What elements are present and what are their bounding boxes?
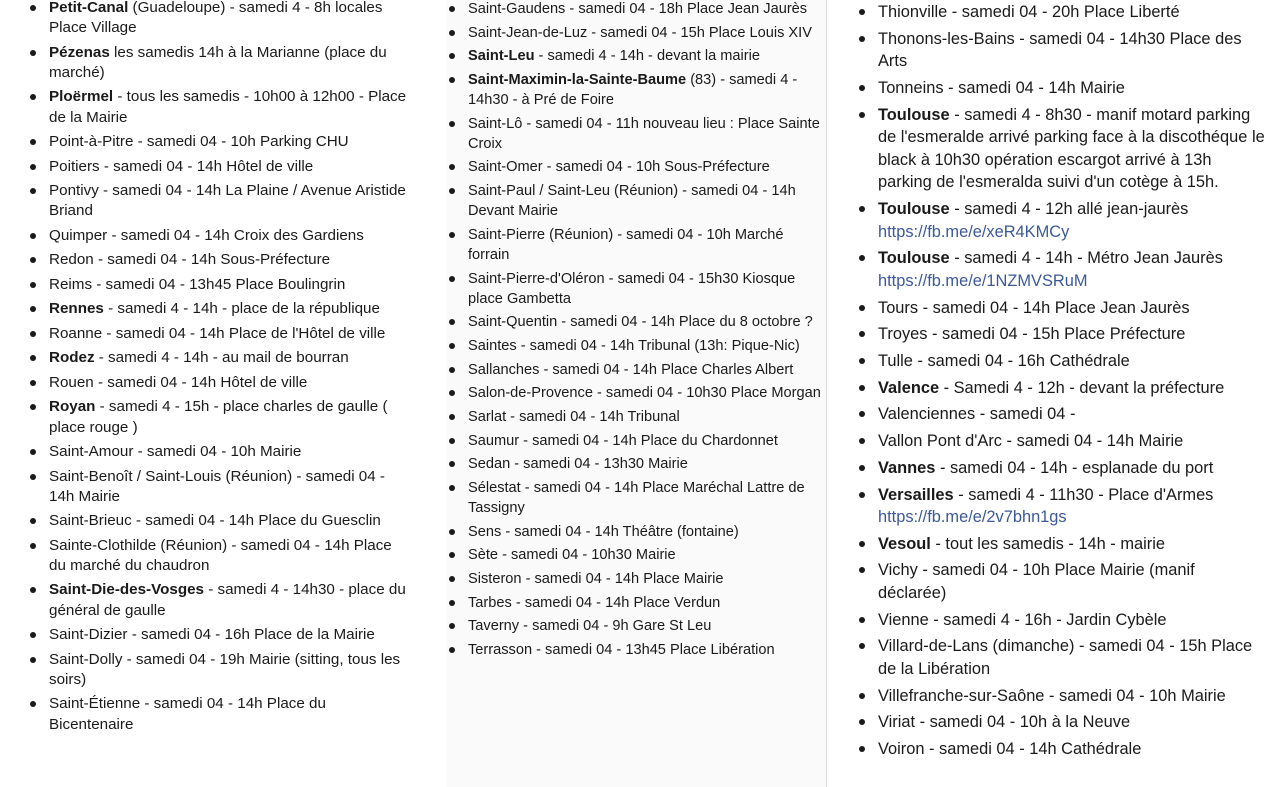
- list-item: [27, 348, 407, 368]
- list-item: [27, 467, 407, 507]
- city-name: Rennes: [49, 300, 104, 318]
- list-item: [856, 350, 1266, 373]
- event-details: Saint-Lô - samedi 04 - 11h nouveau lieu : Place Sainte Croix: [468, 115, 820, 152]
- list-item: [446, 336, 826, 356]
- event-details: Saint-Jean-de-Luz - samedi 04 - 15h Place Louis XIV: [468, 24, 812, 41]
- list-item: [446, 454, 826, 474]
- list-item: [27, 694, 407, 734]
- list-item: [446, 569, 826, 589]
- event-details: Pontivy - samedi 04 - 14h La Plaine / Avenue Aristide Briand: [49, 182, 406, 220]
- list-item: [856, 1, 1266, 24]
- list-item: [446, 157, 826, 177]
- event-details: Thionville - samedi 04 - 20h Place Liberté: [878, 3, 1180, 21]
- city-name: Ploërmel: [49, 88, 114, 106]
- event-details: - samedi 4 - 11h30 - Place d'Armes: [953, 485, 1214, 504]
- list-item: [446, 593, 826, 613]
- list-item: [446, 114, 826, 154]
- event-details: - samedi 4 - 15h - place charles de gaulle ( place rouge ): [49, 398, 388, 436]
- event-details: - samedi 4 - 14h - place de la république: [103, 300, 380, 318]
- city-name: Vannes: [878, 458, 936, 477]
- city-name: Pézenas: [49, 43, 110, 61]
- list-item: [27, 43, 407, 83]
- event-details: les samedis 14h à la Marianne (place du marché): [49, 43, 387, 81]
- list-item: [856, 738, 1266, 761]
- list-item: [856, 685, 1266, 708]
- list-item: [446, 522, 826, 542]
- list-item: [446, 46, 826, 66]
- event-details: - samedi 4 - 14h - au mail de bourran: [94, 349, 349, 367]
- city-name: Vesoul: [878, 534, 931, 553]
- list-item: [27, 580, 407, 620]
- event-details: - tout les samedis - 14h - mairie: [930, 534, 1165, 553]
- list-item: [27, 536, 407, 576]
- event-link[interactable]: https://fb.me/e/2v7bhn1gs: [878, 508, 1067, 527]
- list-item: [856, 533, 1266, 556]
- event-details: Saint-Amour - samedi 04 - 10h Mairie: [49, 443, 302, 461]
- event-details: Thonons-les-Bains - samedi 04 - 14h30 Place des Arts: [878, 29, 1242, 71]
- list-item: [446, 23, 826, 43]
- event-details: (83) - samedi 4 - 14h30 - à Pré de Foire: [468, 72, 798, 109]
- list-item: [27, 397, 407, 437]
- city-name: Royan: [49, 398, 96, 416]
- event-details: Sedan - samedi 04 - 13h30 Mairie: [468, 456, 688, 473]
- event-details: Saint-Omer - samedi 04 - 10h Sous-Préfecture: [468, 159, 770, 176]
- event-details: Quimper - samedi 04 - 14h Croix des Gardiens: [49, 226, 364, 244]
- event-details: - samedi 4 - 14h - devant la mairie: [534, 48, 760, 65]
- list-item: [856, 28, 1266, 73]
- list-item: [446, 225, 826, 265]
- event-details: Villard-de-Lans (dimanche) - samedi 04 - 15h Place de la Libération: [878, 637, 1253, 679]
- list-item: [446, 616, 826, 636]
- list-item: [856, 323, 1266, 346]
- city-name: Toulouse: [878, 249, 950, 268]
- event-link[interactable]: https://fb.me/e/xeR4KMCy: [878, 222, 1070, 241]
- list-item: [856, 297, 1266, 320]
- column-divider: [826, 0, 827, 787]
- list-item: [446, 431, 826, 451]
- event-details: Reims - samedi 04 - 13h45 Place Boulingrin: [49, 275, 346, 293]
- city-name: Saint-Maximin-la-Sainte-Baume: [468, 72, 687, 89]
- list-item: [27, 442, 407, 462]
- list-item: [27, 157, 407, 177]
- list-item: [27, 299, 407, 319]
- list-item: [27, 373, 407, 393]
- list-item: [446, 70, 826, 110]
- list-item: [27, 625, 407, 645]
- event-details: Taverny - samedi 04 - 9h Gare St Leu: [468, 618, 712, 635]
- event-details: - samedi 4 - 8h30 - manif motard parking de l'esmeralde arrivé parking face à la discothéque le black à 10h30 opération escargot arrivé à 13h parking de l'esmeralda suivi d'un cotège à 15h.: [878, 105, 1265, 192]
- list-item: [856, 711, 1266, 734]
- event-details: Sisteron - samedi 04 - 14h Place Mairie: [468, 571, 724, 588]
- event-details: Saint-Quentin - samedi 04 - 14h Place du 8 octobre ?: [468, 314, 813, 331]
- event-details: Saintes - samedi 04 - 14h Tribunal (13h: Pique-Nic): [468, 337, 800, 354]
- list-item: [446, 640, 826, 660]
- list-item: [446, 478, 826, 518]
- list-item: [856, 247, 1266, 292]
- list-item: [446, 269, 826, 309]
- list-item: [856, 403, 1266, 426]
- event-details: (Guadeloupe) - samedi 4 - 8h locales Place Village: [49, 0, 383, 37]
- list-item: [856, 635, 1266, 680]
- list-item: [856, 198, 1266, 243]
- event-list: [446, 0, 826, 660]
- event-details: - samedi 4 - 14h30 - place du général de gaulle: [49, 581, 406, 619]
- city-name: Rodez: [49, 349, 95, 367]
- list-item: [856, 559, 1266, 604]
- event-details: Sète - samedi 04 - 10h30 Mairie: [468, 547, 676, 564]
- list-item: [856, 377, 1266, 400]
- event-details: Vienne - samedi 4 - 16h - Jardin Cybèle: [878, 610, 1167, 629]
- event-details: Vichy - samedi 04 - 10h Place Mairie (manif déclarée): [878, 561, 1195, 603]
- list-item: [27, 511, 407, 531]
- list-item: [27, 250, 407, 270]
- city-name: Saint-Die-des-Vosges: [49, 581, 205, 599]
- event-details: Saint-Benoît / Saint-Louis (Réunion) - samedi 04 - 14h Mairie: [49, 467, 385, 505]
- event-details: Sens - samedi 04 - 14h Théâtre (fontaine): [468, 523, 739, 540]
- list-item: [856, 77, 1266, 100]
- event-details: Sarlat - samedi 04 - 14h Tribunal: [468, 408, 680, 425]
- event-details: Saint-Gaudens - samedi 04 - 18h Place Jean Jaurès: [468, 1, 808, 17]
- event-details: Saint-Dizier - samedi 04 - 16h Place de la Mairie: [49, 626, 375, 644]
- event-details: Salon-de-Provence - samedi 04 - 10h30 Place Morgan: [468, 385, 821, 402]
- list-item: [446, 360, 826, 380]
- list-item: [446, 383, 826, 403]
- event-details: Sainte-Clothilde (Réunion) - samedi 04 - 14h Place du marché du chaudron: [49, 536, 392, 574]
- list-item: [446, 545, 826, 565]
- event-details: Saint-Pierre-d'Oléron - samedi 04 - 15h30 Kiosque place Gambetta: [468, 270, 796, 307]
- event-details: - Samedi 4 - 12h - devant la préfecture: [939, 378, 1225, 397]
- event-details: Redon - samedi 04 - 14h Sous-Préfecture: [49, 251, 331, 269]
- event-details: Rouen - samedi 04 - 14h Hôtel de ville: [49, 373, 308, 391]
- column-2: [446, 0, 826, 787]
- event-details: - tous les samedis - 10h00 à 12h00 - Place de la Mairie: [49, 88, 407, 126]
- list-item: [27, 226, 407, 246]
- city-name: Toulouse: [878, 105, 950, 124]
- event-details: - samedi 04 - 14h - esplanade du port: [935, 458, 1214, 477]
- event-details: - samedi 4 - 12h allé jean-jaurès: [949, 200, 1189, 219]
- event-details: Tarbes - samedi 04 - 14h Place Verdun: [468, 594, 721, 611]
- event-details: Tours - samedi 04 - 14h Place Jean Jaurès: [878, 298, 1190, 317]
- event-list: [856, 1, 1266, 761]
- list-item: [27, 132, 407, 152]
- city-name: Toulouse: [878, 200, 950, 219]
- city-name: Versailles: [878, 485, 954, 504]
- list-item: [446, 181, 826, 221]
- event-details: Saint-Paul / Saint-Leu (Réunion) - samedi 04 - 14h Devant Mairie: [468, 183, 796, 220]
- event-details: Saint-Pierre (Réunion) - samedi 04 - 10h Marché forrain: [468, 226, 784, 263]
- column-1: [27, 0, 407, 787]
- event-details: Viriat - samedi 04 - 10h à la Neuve: [878, 713, 1131, 732]
- column-3: [856, 0, 1266, 787]
- list-item: [27, 650, 407, 690]
- event-details: Poitiers - samedi 04 - 14h Hôtel de ville: [49, 157, 314, 175]
- list-item: [27, 0, 407, 38]
- event-details: Vallon Pont d'Arc - samedi 04 - 14h Mairie: [878, 432, 1184, 451]
- list-item: [856, 457, 1266, 480]
- list-item: [856, 609, 1266, 632]
- event-details: Tonneins - samedi 04 - 14h Mairie: [878, 78, 1125, 97]
- list-item: [446, 312, 826, 332]
- event-details: Saumur - samedi 04 - 14h Place du Chardonnet: [468, 432, 778, 449]
- city-name: Petit-Canal: [49, 0, 129, 16]
- event-details: Saint-Étienne - samedi 04 - 14h Place du Bicentenaire: [49, 695, 326, 733]
- event-details: Troyes - samedi 04 - 15h Place Préfecture: [878, 325, 1186, 344]
- list-item: [27, 275, 407, 295]
- city-name: Saint-Leu: [468, 48, 535, 65]
- list-item: [446, 407, 826, 427]
- event-details: Sélestat - samedi 04 - 14h Place Maréchal Lattre de Tassigny: [468, 480, 805, 516]
- list-item: [27, 324, 407, 344]
- event-list: [27, 0, 407, 735]
- event-details: Villefranche-sur-Saône - samedi 04 - 10h Mairie: [878, 686, 1226, 705]
- list-item: [856, 484, 1266, 529]
- city-name: Valence: [878, 378, 940, 397]
- event-details: Saint-Dolly - samedi 04 - 19h Mairie (sitting, tous les soirs): [49, 650, 401, 688]
- event-link[interactable]: https://fb.me/e/1NZMVSRuM: [878, 272, 1088, 290]
- event-details: Tulle - samedi 04 - 16h Cathédrale: [878, 352, 1130, 371]
- list-item: [856, 104, 1266, 194]
- event-details: Sallanches - samedi 04 - 14h Place Charles Albert: [468, 361, 794, 378]
- list-item: [856, 430, 1266, 453]
- list-item: [446, 0, 826, 19]
- list-item: [27, 87, 407, 127]
- list-item: [27, 181, 407, 221]
- event-details: Point-à-Pitre - samedi 04 - 10h Parking CHU: [49, 133, 349, 151]
- event-details: Valenciennes - samedi 04 -: [878, 405, 1076, 424]
- event-details: - samedi 4 - 14h - Métro Jean Jaurès: [949, 249, 1223, 268]
- event-details: Saint-Brieuc - samedi 04 - 14h Place du Guesclin: [49, 512, 381, 530]
- event-details: Terrasson - samedi 04 - 13h45 Place Libération: [468, 642, 775, 659]
- event-details: Voiron - samedi 04 - 14h Cathédrale: [878, 740, 1142, 759]
- event-details: Roanne - samedi 04 - 14h Place de l'Hôtel de ville: [49, 324, 386, 342]
